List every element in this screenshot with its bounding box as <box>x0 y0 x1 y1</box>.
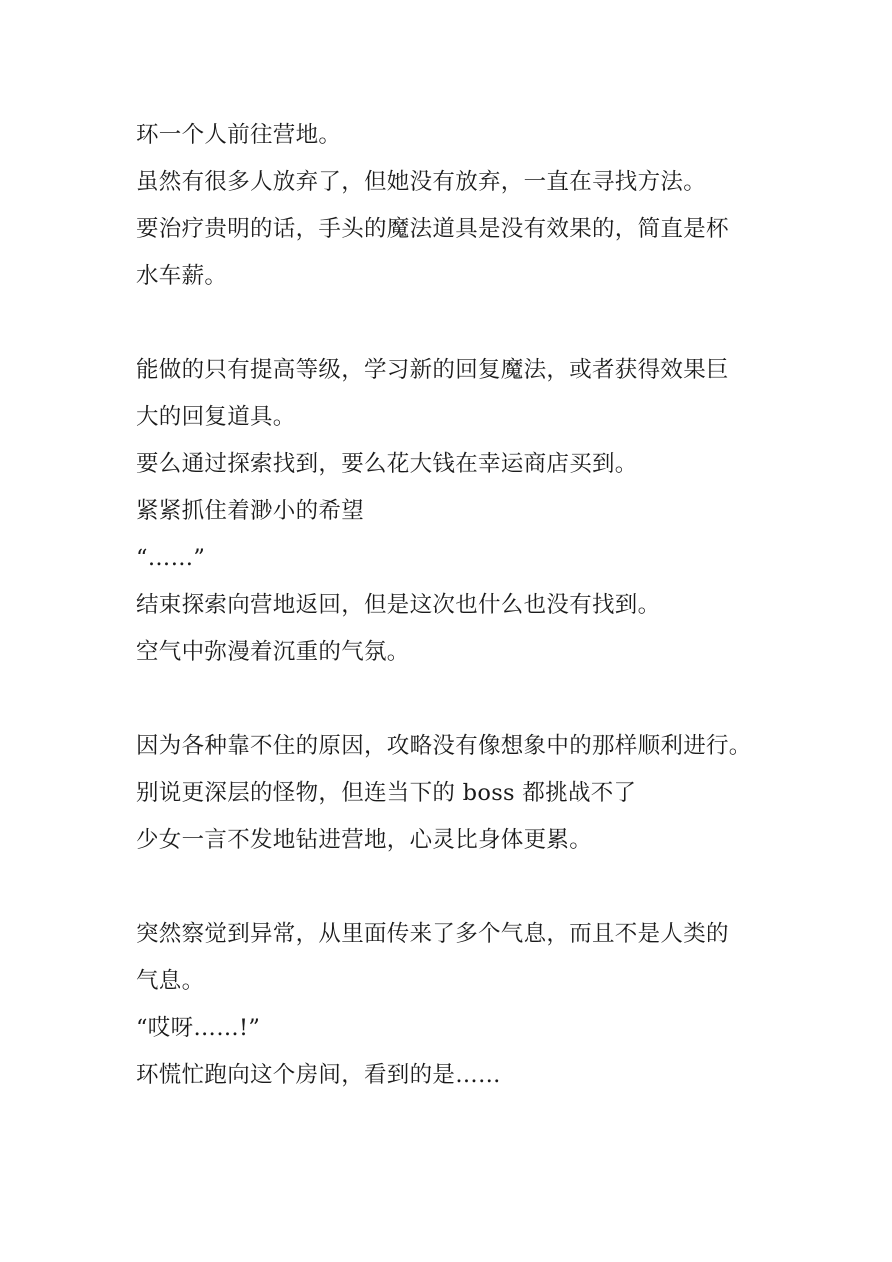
text-line: “哎呀……!” <box>136 1015 261 1041</box>
text-line: “……” <box>136 545 206 571</box>
paragraph-gap <box>136 300 786 347</box>
text-line: 空气中弥漫着沉重的气氛。 <box>136 639 410 665</box>
text-line: 环慌忙跑向这个房间，看到的是…… <box>136 1062 501 1088</box>
paragraph-gap <box>136 676 786 723</box>
text-line: 能做的只有提高等级，学习新的回复魔法，或者获得效果巨 <box>136 357 729 383</box>
text-line: 大的回复道具。 <box>136 404 296 430</box>
text-line: 少女一言不发地钻进营地，心灵比身体更累。 <box>136 827 593 853</box>
document-text <box>136 112 786 1099</box>
text-line: 要治疗贵明的话，手头的魔法道具是没有效果的，简直是杯 <box>136 216 729 242</box>
text-line: 虽然有很多人放弃了，但她没有放弃，一直在寻找方法。 <box>136 169 707 195</box>
text-line: 因为各种靠不住的原因，攻略没有像想象中的那样顺利进行。 <box>136 733 752 759</box>
text-line: 水车薪。 <box>136 263 228 289</box>
text-line: 结束探索向营地返回，但是这次也什么也没有找到。 <box>136 592 661 618</box>
text-line: 要么通过探索找到，要么花大钱在幸运商店买到。 <box>136 451 638 477</box>
text-line: 紧紧抓住着渺小的希望 <box>136 498 365 524</box>
paragraph-gap <box>136 864 786 911</box>
text-line: 气息。 <box>136 968 205 994</box>
text-line: 环一个人前往营地。 <box>136 122 342 148</box>
text-line: 突然察觉到异常，从里面传来了多个气息，而且不是人类的 <box>136 921 729 947</box>
text-line: 别说更深层的怪物，但连当下的 boss 都挑战不了 <box>136 780 637 806</box>
